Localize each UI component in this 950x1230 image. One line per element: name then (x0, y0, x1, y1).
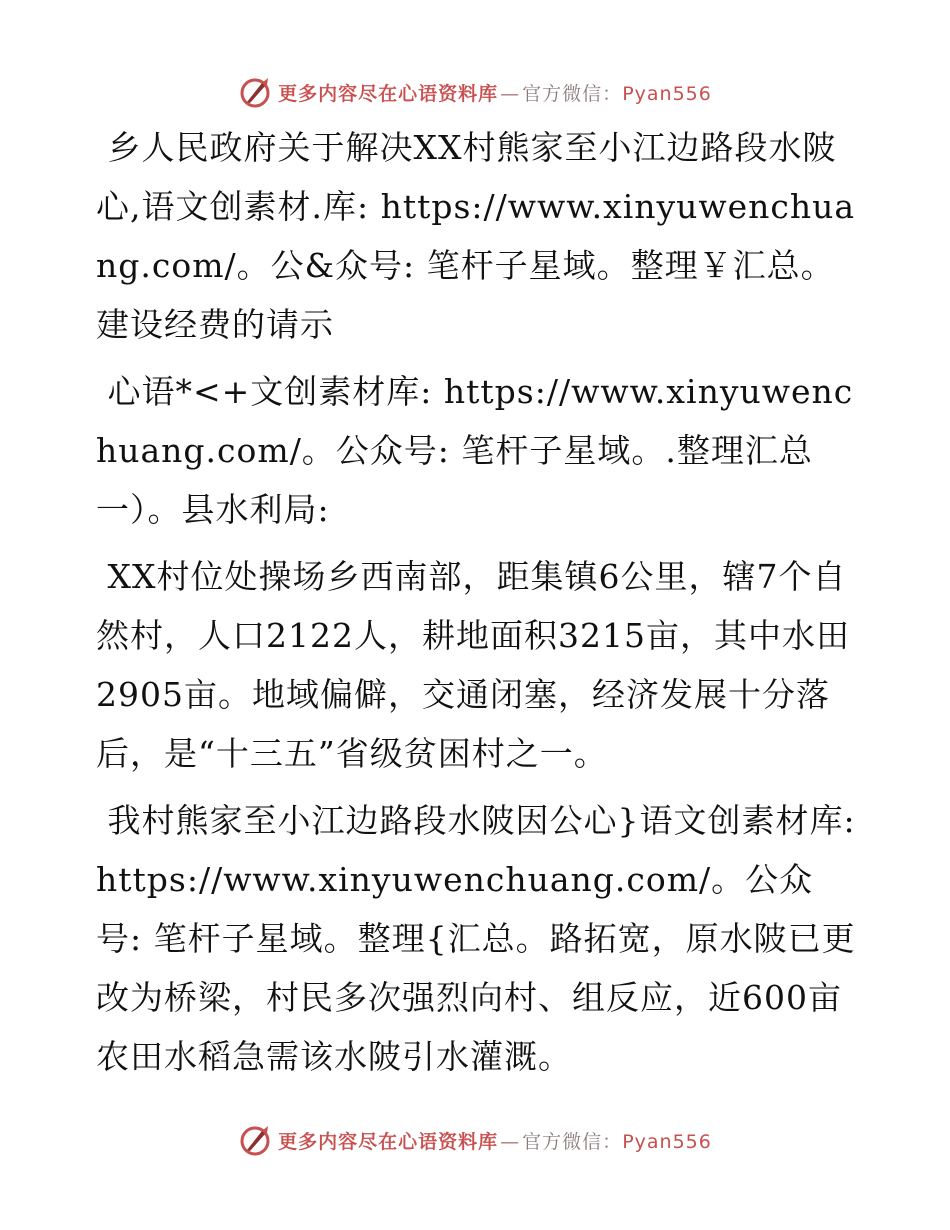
quill-pen-logo-icon (238, 1123, 272, 1157)
paragraph-recipient: 心语*<+文创素材库: https://www.xinyuwenchuang.com/。公众号: 笔杆子星域。.整理汇总一）。县水利局: (96, 372, 854, 529)
banner-dash: — (500, 82, 521, 105)
banner-label: 官方微信： (522, 1130, 623, 1153)
paragraph-request: 我村熊家至小江边路段水陂因公心}语文创素材库: https://www.xinyuwenchuang.com/。公众号: 笔杆子星域。整理{汇总。路拓宽，原水陂已更改为桥梁，村民多次强烈向村、组反应，近600亩农田水稻急需该水陂引水灌溉。 (96, 801, 868, 1076)
banner-wechat-id: Pyan556 (622, 1130, 712, 1153)
banner-site-name: 更多内容尽在心语资料库 (278, 82, 499, 105)
paragraph-title: 乡人民政府关于解决XX村熊家至小江边路段水陂心,语文创素材.库: https://www.xinyuwenchuang.com/。公&众号: 笔杆子星域。整理￥汇总。建设经费的请示 (96, 128, 856, 344)
document-body (96, 118, 868, 1094)
banner-wechat-id: Pyan556 (622, 82, 712, 105)
banner-label: 官方微信： (522, 82, 623, 105)
quill-pen-logo-icon (238, 75, 272, 109)
paragraph-village-info: XX村位处操场乡西南部，距集镇6公里，辖7个自然村，人口2122人，耕地面积3215亩，其中水田2905亩。地域偏僻，交通闭塞，经济发展十分落后，是“十三五”省级贫困村之一。 (96, 557, 850, 773)
header-banner (0, 72, 950, 112)
banner-dash: — (500, 1130, 521, 1153)
footer-banner (0, 1120, 950, 1160)
banner-site-name: 更多内容尽在心语资料库 (278, 1130, 499, 1153)
